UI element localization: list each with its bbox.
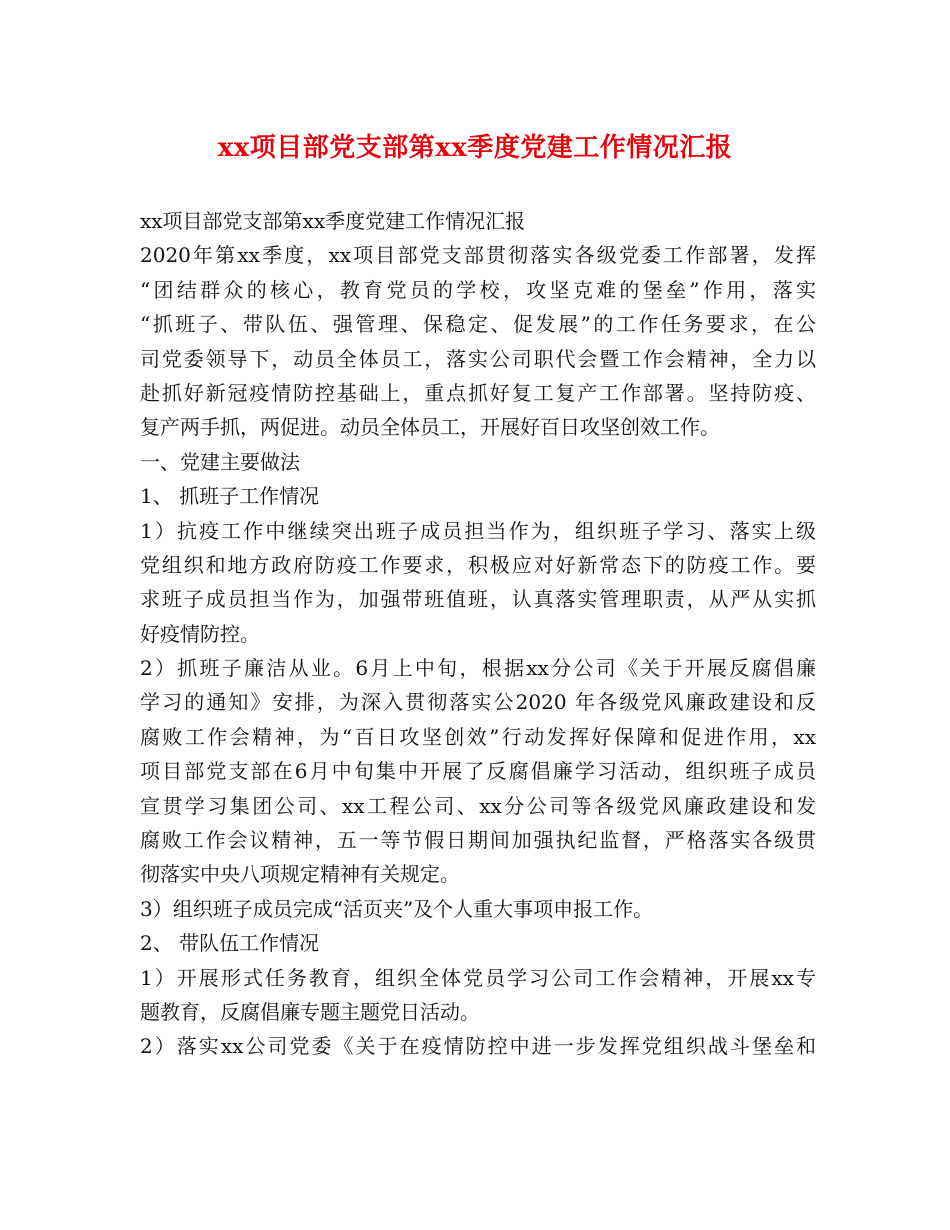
- body-line: 题教育，反腐倡廉专题主题党日活动。: [140, 999, 480, 1024]
- section-heading: 一、党建主要做法: [140, 449, 300, 474]
- body-line: 好疫情防控。: [140, 621, 260, 646]
- body-line: 1）抗疫工作中继续突出班子成员担当作为，组织班子学习、落实上级: [140, 518, 816, 543]
- subsection-heading: 1、 抓班子工作情况: [140, 484, 320, 509]
- body-line: 党组织和地方政府防疫工作要求，积极应对好新常态下的防疫工作。要: [140, 552, 816, 577]
- body-line: 宣贯学习集团公司、xx工程公司、xx分公司等各级党风廉政建设和发: [140, 793, 816, 818]
- body-line: “抓班子、带队伍、强管理、保稳定、促发展”的工作任务要求，在公: [140, 312, 816, 337]
- body-line: 学习的通知》安排，为深入贯彻落实公2020 年各级党风廉政建设和反: [140, 690, 816, 715]
- body-line: 3）组织班子成员完成“活页夹”及个人重大事项申报工作。: [140, 896, 654, 921]
- body-line: 司党委领导下，动员全体员工，落实公司职代会暨工作会精神，全力以: [140, 346, 816, 371]
- body-line: 彻落实中央八项规定精神有关规定。: [140, 862, 460, 887]
- body-line: 求班子成员担当作为，加强带班值班，认真落实管理职责，从严从实抓: [140, 587, 816, 612]
- document-title: xx项目部党支部第xx季度党建工作情况汇报: [217, 133, 733, 163]
- body-line: 项目部党支部在6月中旬集中开展了反腐倡廉学习活动，组织班子成员: [140, 759, 816, 784]
- body-line: 2020年第xx季度，xx项目部党支部贯彻落实各级党委工作部署，发挥: [140, 243, 816, 268]
- body-line: 2）落实xx公司党委《关于在疫情防控中进一步发挥党组织战斗堡垒和: [140, 1034, 816, 1059]
- body-line: 复产两手抓，两促进。动员全体员工，开展好百日攻坚创效工作。: [140, 415, 720, 440]
- body-line: 赴抓好新冠疫情防控基础上，重点抓好复工复产工作部署。坚持防疫、: [140, 380, 816, 405]
- body-line: 腐败工作会精神，为“百日攻坚创效”行动发挥好保障和促进作用，xx: [140, 724, 816, 749]
- document-body: [140, 204, 816, 1064]
- body-line: xx项目部党支部第xx季度党建工作情况汇报: [140, 209, 526, 233]
- body-line: 2）抓班子廉洁从业。6月上中旬，根据xx分公司《关于开展反腐倡廉: [140, 656, 816, 681]
- subsection-heading: 2、 带队伍工作情况: [140, 931, 320, 956]
- body-line: “团结群众的核心，教育党员的学校，攻坚克难的堡垒”作用，落实: [140, 277, 816, 302]
- body-line: 腐败工作会议精神，五一等节假日期间加强执纪监督，严格落实各级贯: [140, 828, 816, 853]
- body-line: 1）开展形式任务教育，组织全体党员学习公司工作会精神，开展xx专: [140, 965, 816, 990]
